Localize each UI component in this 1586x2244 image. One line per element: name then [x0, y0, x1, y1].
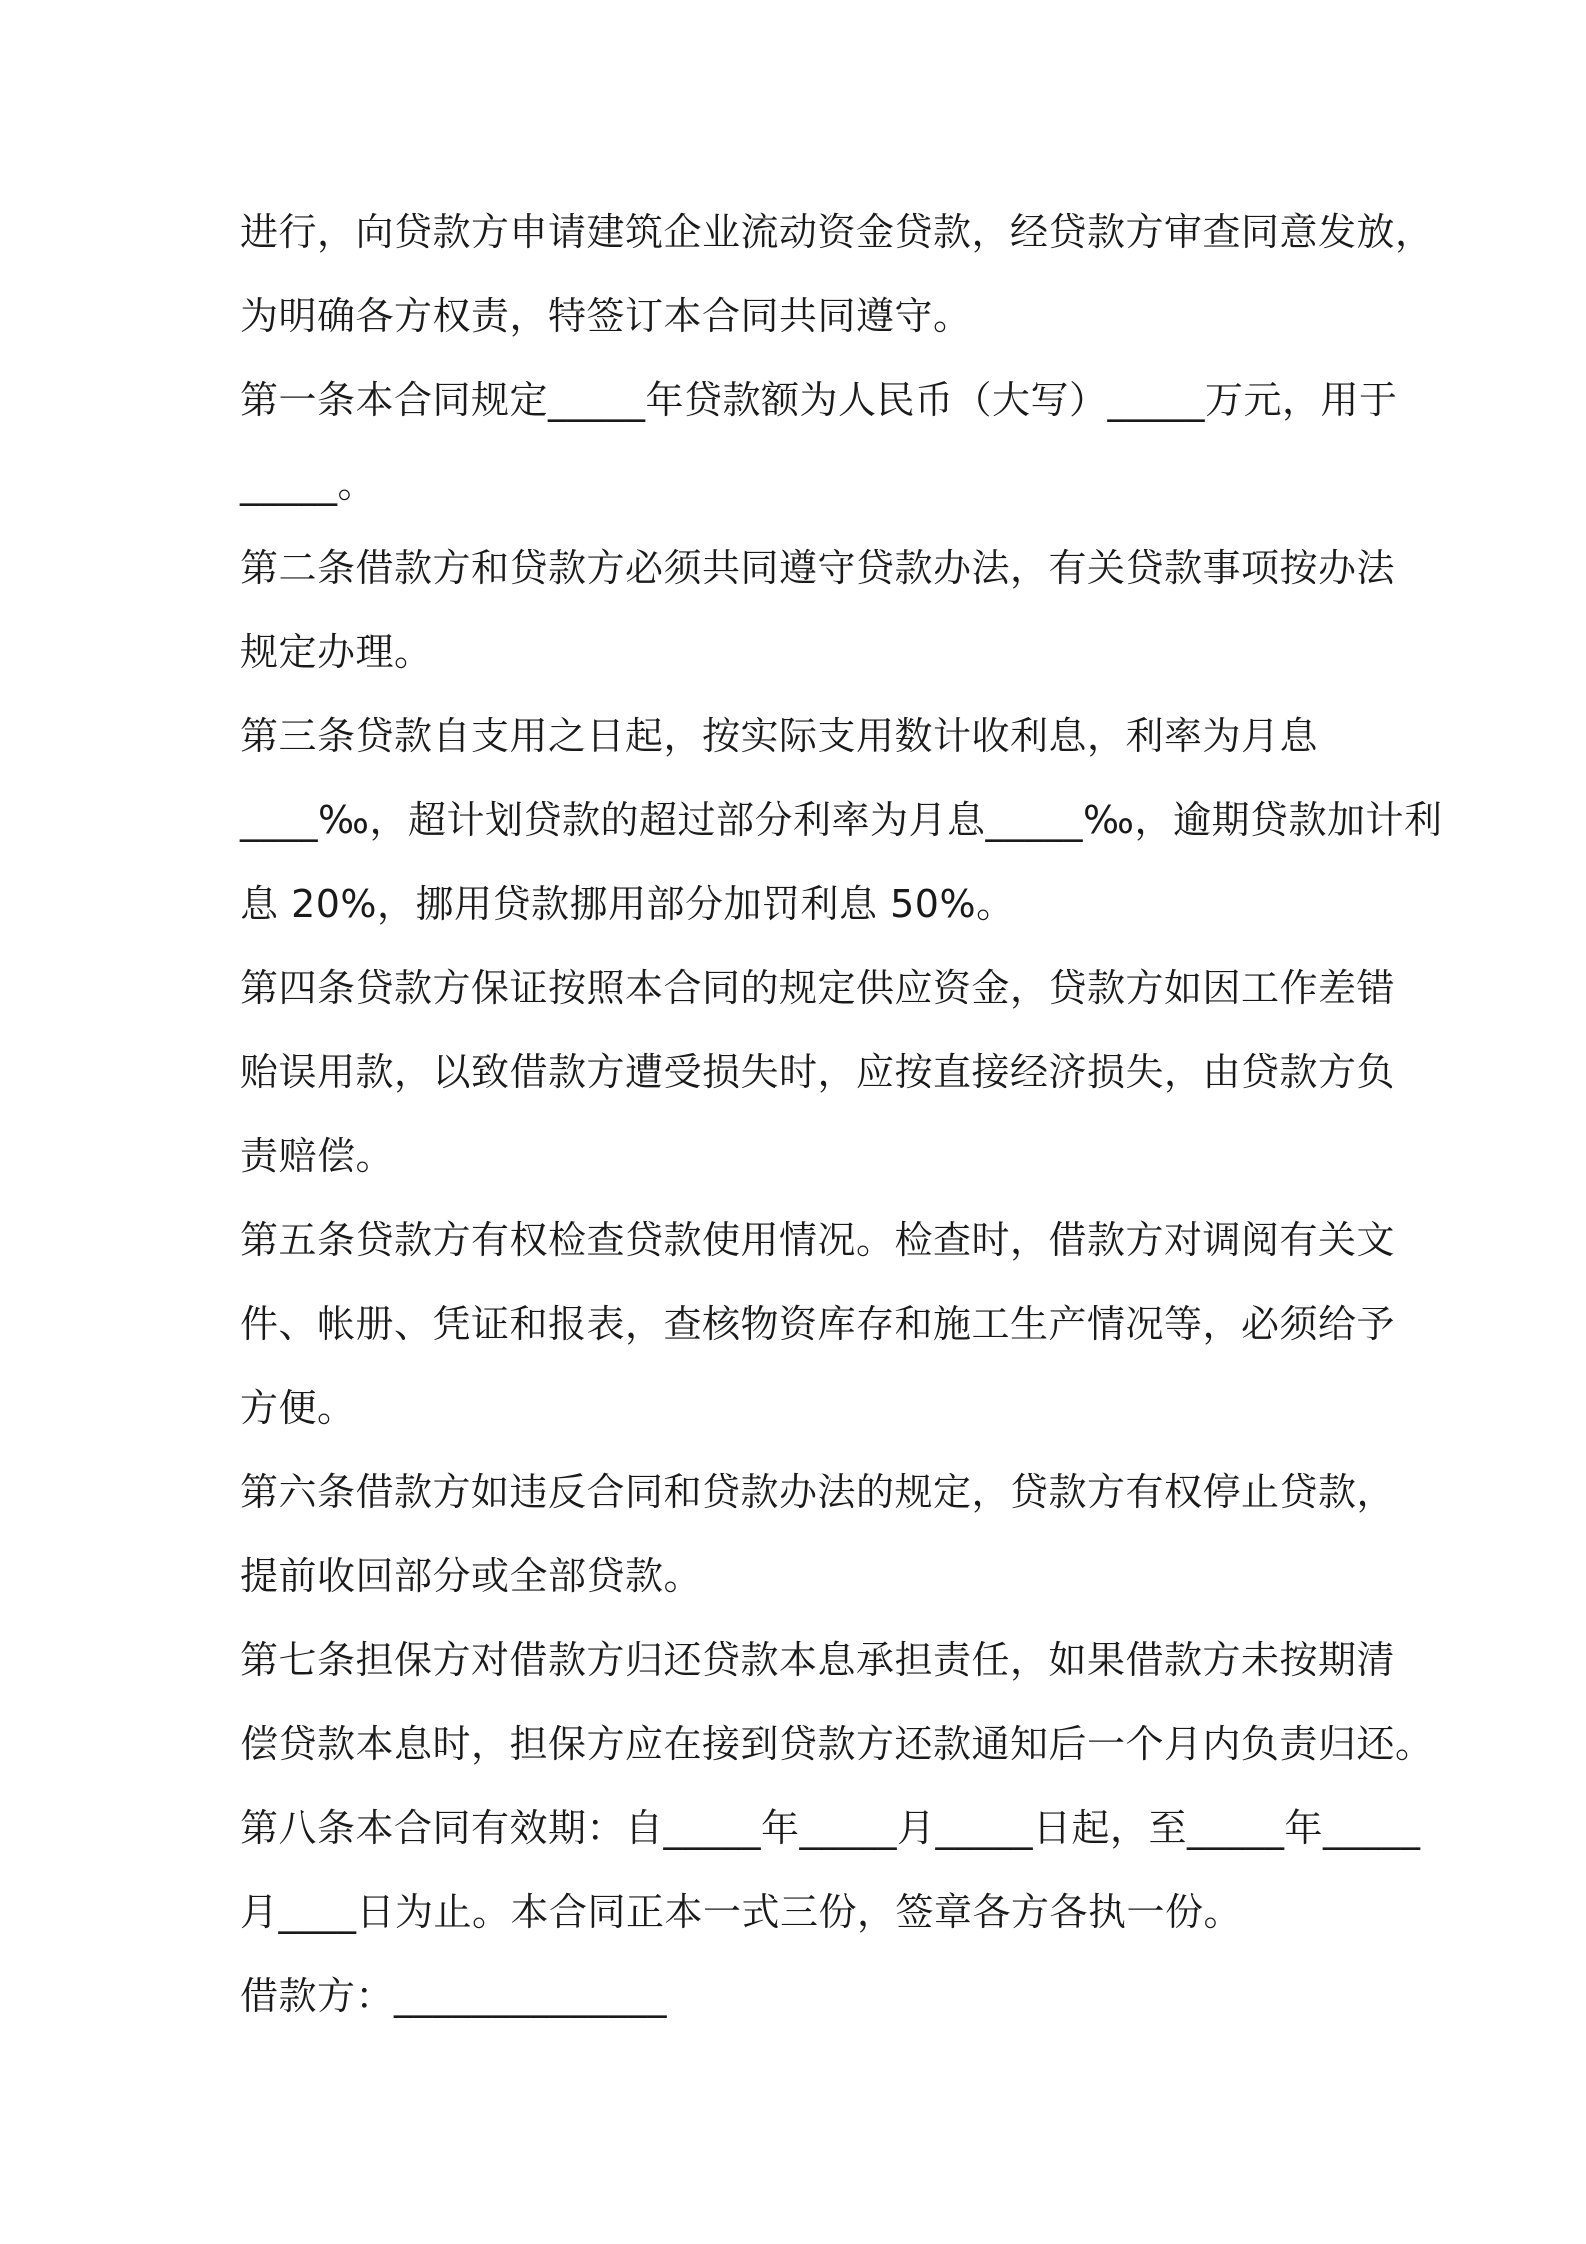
text-line: 方便。	[240, 1386, 356, 1430]
text-line: 件、帐册、凭证和报表，查核物资库存和施工生产情况等，必须给予	[240, 1302, 1396, 1346]
text-line: 息 20%，挪用贷款挪用部分加罚利息 50%。	[240, 882, 1015, 926]
text-line: 规定办理。	[240, 630, 433, 674]
text-line: ____‰，超计划贷款的超过部分利率为月息_____‰，逾期贷款加计利	[240, 798, 1443, 842]
article-6-line: 第六条借款方如违反合同和贷款办法的规定，贷款方有权停止贷款，	[240, 1470, 1396, 1514]
article-7-line: 第七条担保方对借款方归还贷款本息承担责任，如果借款方未按期清	[240, 1638, 1396, 1682]
text-line: 为明确各方权责，特签订本合同共同遵守。	[240, 294, 972, 338]
text-line: 月____日为止。本合同正本一式三份，签章各方各执一份。	[240, 1890, 1243, 1934]
text-line: 进行，向贷款方申请建筑企业流动资金贷款，经贷款方审查同意发放，	[240, 210, 1434, 254]
article-5-line: 第五条贷款方有权检查贷款使用情况。检查时，借款方对调阅有关文	[240, 1218, 1396, 1262]
article-4-line: 第四条贷款方保证按照本合同的规定供应资金，贷款方如因工作差错	[240, 966, 1396, 1010]
text-line: 提前收回部分或全部贷款。	[240, 1554, 703, 1598]
article-3-line: 第三条贷款自支用之日起，按实际支用数计收利息，利率为月息	[240, 714, 1319, 758]
text-line: _____。	[240, 462, 377, 506]
contract-body	[240, 190, 1443, 2038]
text-line: 偿贷款本息时，担保方应在接到贷款方还款通知后一个月内负责归还。	[240, 1722, 1434, 1766]
article-1-line: 第一条本合同规定_____年贷款额为人民币（大写）_____万元，用于	[240, 378, 1398, 422]
borrower-signature-line: 借款方：______________	[240, 1974, 668, 2018]
article-2-line: 第二条借款方和贷款方必须共同遵守贷款办法，有关贷款事项按办法	[240, 546, 1396, 590]
text-line: 贻误用款，以致借款方遭受损失时，应按直接经济损失，由贷款方负	[240, 1050, 1396, 1094]
text-line: 责赔偿。	[240, 1134, 395, 1178]
article-8-line: 第八条本合同有效期：自_____年_____月_____日起，至_____年_____	[240, 1806, 1421, 1850]
